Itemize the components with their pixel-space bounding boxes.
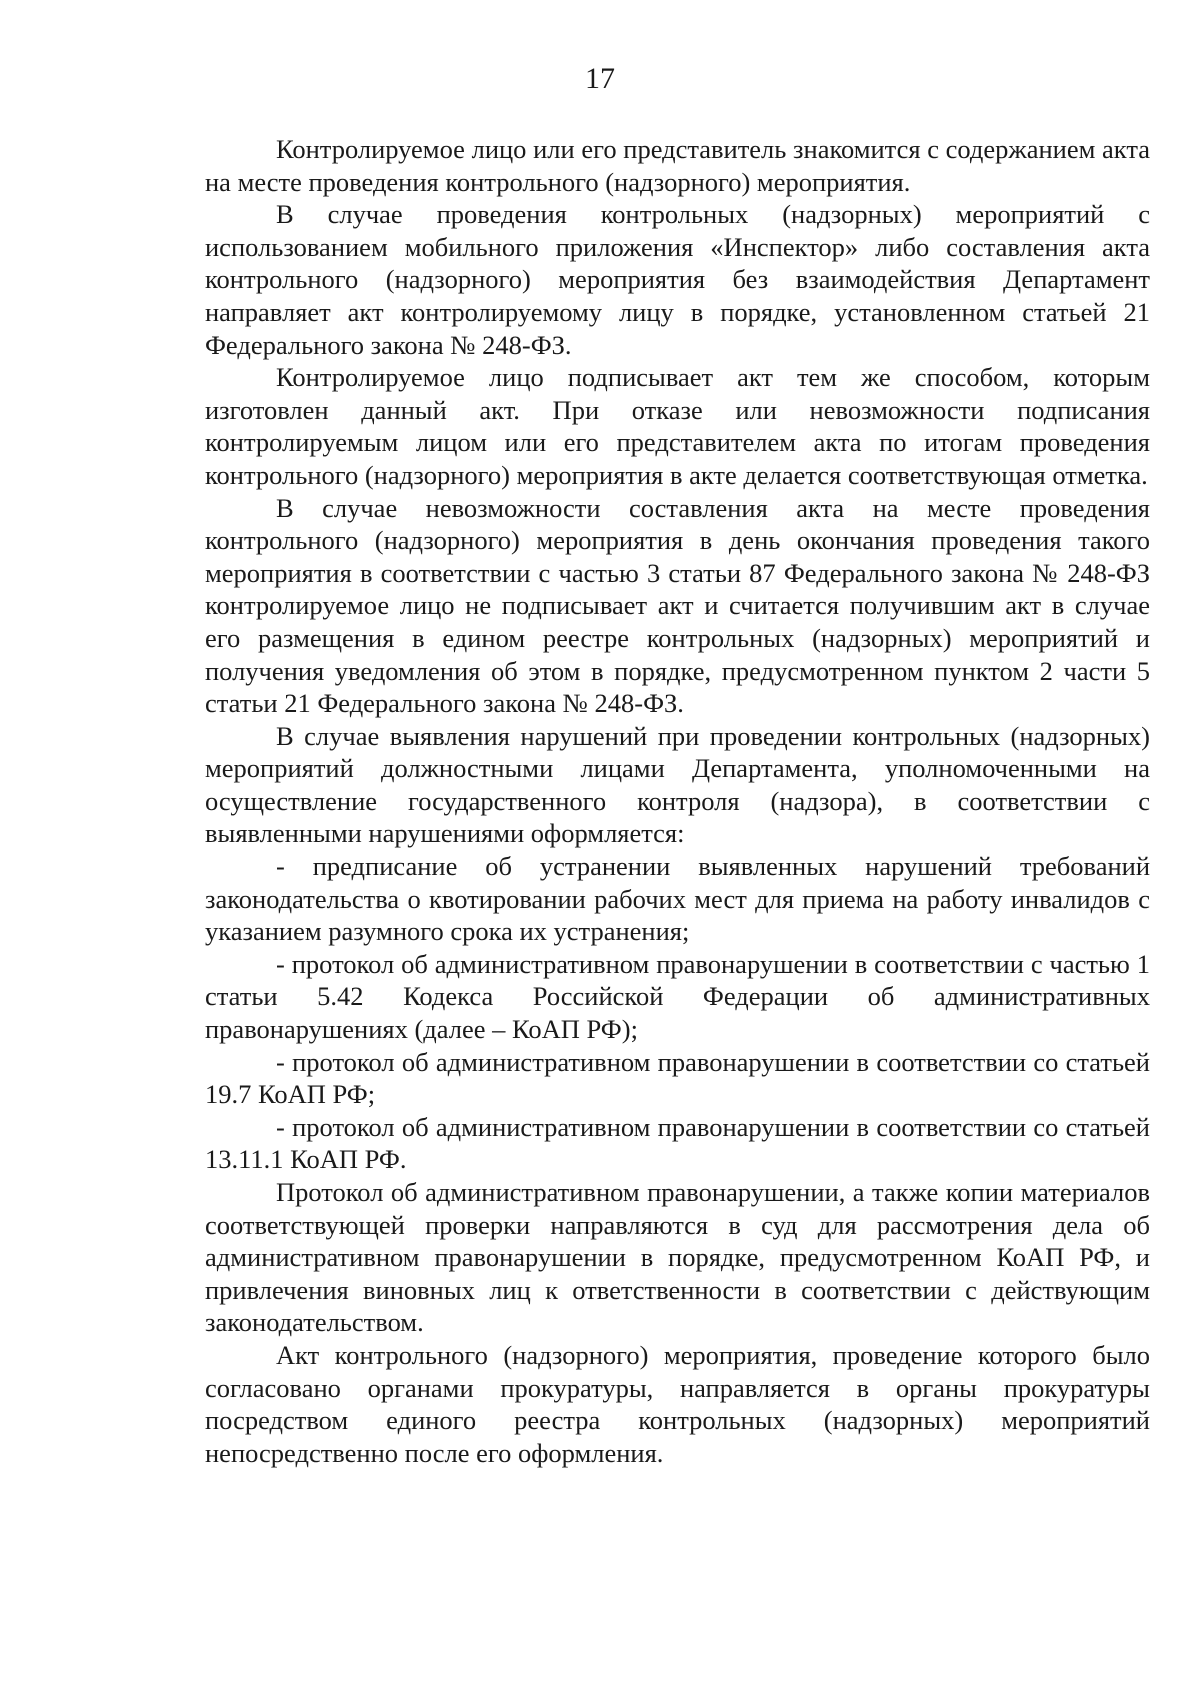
list-item-protocol-13-11-1: - протокол об административном правонарушении в соответствии со статьей 13.11.1 КоАП РФ. (205, 1111, 1150, 1175)
paragraph-impossibility-of-drafting: В случае невозможности составления акта на месте проведения контрольного (надзорного) мероприятия в день окончания проведения такого мероприятия в соответствии с частью 3 статьи 87 Федерального закона № 248-ФЗ контролируемое лицо не подписывает акт и считается получившим акт в случае его размещения в едином реестре контрольных (надзорных) мероприятий и получения уведомления об этом в порядке, предусмотренном пунктом 2 части 5 статьи 21 Федерального закона № 248-ФЗ. (205, 492, 1150, 719)
paragraph-act-to-prosecutor: Акт контрольного (надзорного) мероприятия, проведение которого было согласовано органами прокуратуры, направляется в органы прокуратуры посредством единого реестра контрольных (надзорных) мероприятий непосредственно после его оформления. (205, 1339, 1150, 1468)
paragraph-protocol-to-court: Протокол об административном правонарушении, а также копии материалов соответствующей проверки направляются в суд для рассмотрения дела об административном правонарушении в порядке, предусмотренном КоАП РФ, и привлечения виновных лиц к ответственности в соответствии с действующим законодательством. (205, 1177, 1150, 1338)
paragraph-signing-act: Контролируемое лицо подписывает акт тем же способом, которым изготовлен данный акт. При отказе или невозможности подписания контролируемым лицом или его представителем акта по итогам проведения контрольного (надзорного) мероприятия в акте делается соответствующая отметка. (205, 362, 1150, 490)
page-number: 17 (585, 62, 615, 95)
list-item-protocol-19-7: - протокол об административном правонарушении в соответствии со статьей 19.7 КоАП РФ; (205, 1046, 1150, 1110)
list-item-prescription: - предписание об устранении выявленных нарушений требований законодательства о квотировании рабочих мест для приема на работу инвалидов с указанием разумного срока их устранения; (205, 851, 1150, 947)
document-body (205, 133, 1150, 1469)
list-item-protocol-5-42: - протокол об административном правонарушении в соответствии с частью 1 статьи 5.42 Кодекса Российской Федерации об административных правонарушениях (далее – КоАП РФ); (205, 948, 1150, 1045)
paragraph-violations-detected: В случае выявления нарушений при проведении контрольных (надзорных) мероприятий должностными лицами Департамента, уполномоченными на осуществление государственного контроля (надзора), в соответствии с выявленными нарушениями оформляется: (205, 720, 1150, 849)
paragraph-acquaintance-with-act: Контролируемое лицо или его представитель знакомится с содержанием акта на месте проведения контрольного (надзорного) мероприятия. (205, 134, 1150, 197)
paragraph-mobile-app-inspector: В случае проведения контрольных (надзорных) мероприятий с использованием мобильного приложения «Инспектор» либо составления акта контрольного (надзорного) мероприятия без взаимодействия Департамент направляет акт контролируемому лицу в порядке, установленном статьей 21 Федерального закона № 248-ФЗ. (205, 199, 1150, 360)
